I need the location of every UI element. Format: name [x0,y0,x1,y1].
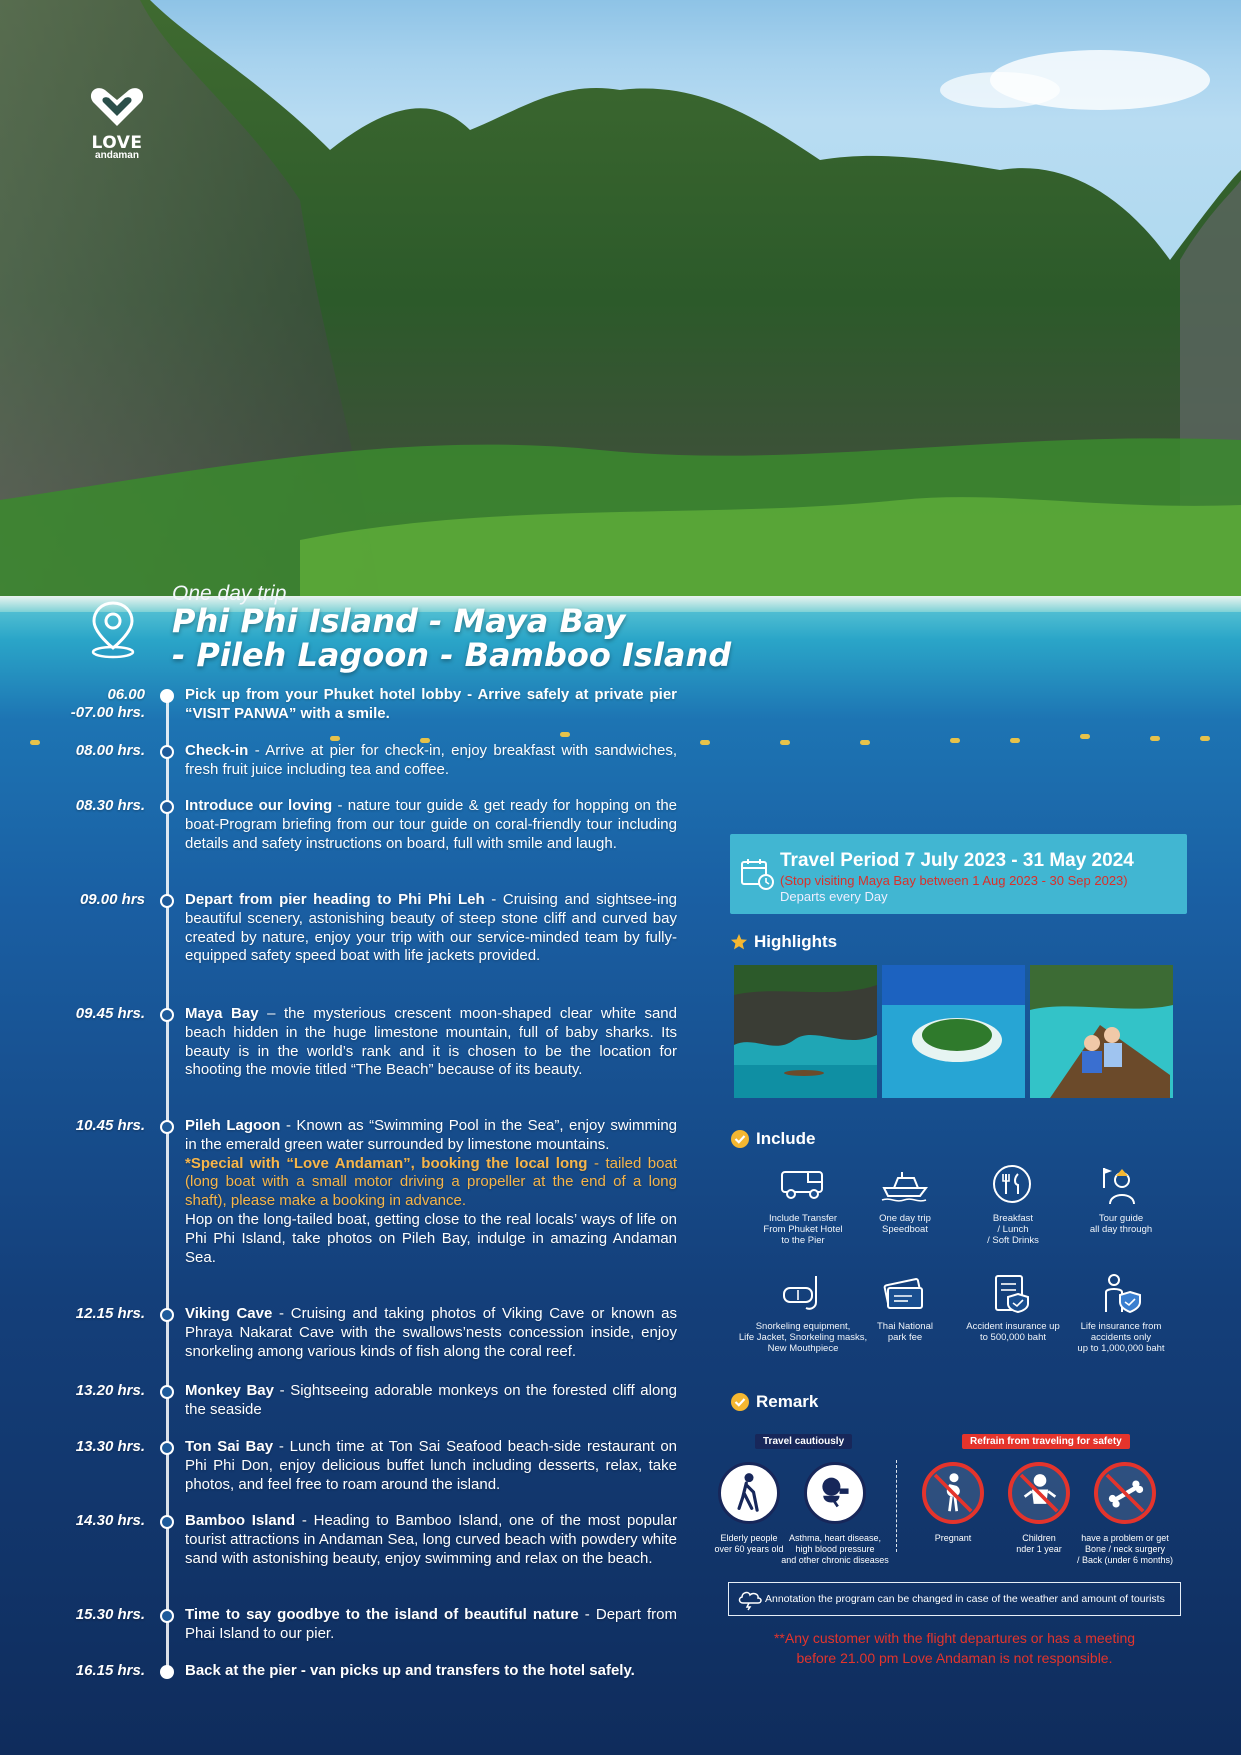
caution-tag: Travel cautiously [755,1434,852,1449]
remark-heading [730,1392,818,1412]
itinerary-title: Maya Bay [185,1005,259,1022]
include-item [1056,1164,1186,1235]
baby-prohibited-icon [1012,1466,1068,1522]
location-pin-icon [88,600,138,660]
inhaler-icon [807,1465,863,1521]
highlight-photo-bamboo-island [882,965,1025,1098]
itinerary-time: 13.20 hrs. [75,1382,145,1399]
itinerary-description [185,686,677,724]
title-line-1: Phi Phi Island - Maya Bay [172,602,626,640]
insurance-document-icon [988,1272,1038,1316]
ticket-icon [880,1272,930,1316]
elderly-person-icon [721,1465,777,1521]
itinerary-title: Depart from pier heading to Phi Phi Leh [185,891,485,908]
itinerary-text: - Heading to Bamboo Island, one of the most popular tourist attractions in Andaman Sea, long curved beach with powdery white sand with astonishing beauty, enjoy swimming and relax on the beach. [185,1512,677,1567]
flight-warning-line-1: **Any customer with the flight departures or has a meeting [773,1630,1136,1646]
brand-logo [82,86,152,161]
remark-label: Remark [756,1392,819,1411]
remark-item-label: Asthma, heart disease, high blood pressure and other chronic diseases [781,1533,889,1565]
itinerary-text: – the mysterious crescent moon-shaped clear white sand beach hidden in the huge limestone mountain, full of baby sharks. Its beauty is in the world’s rank and it is chosen to be the location for shooting the movie titled “The Beach” because of its beauty. [185,1005,677,1079]
timeline-dot [160,1515,174,1529]
heart-logo-icon [89,86,145,128]
itinerary-time: 08.00 hrs. [75,742,145,759]
remark-item-label: Pregnant [934,1533,972,1543]
itinerary-title: Introduce our loving [185,797,333,814]
timeline-dot [160,1609,174,1623]
refrain-tag: Refrain from traveling for safety [962,1434,1130,1449]
special-offer [185,1155,677,1211]
itinerary-description [185,1117,677,1267]
itinerary-text: - Cruising and sightsee-ing beautiful scenery, astonishing beauty of steep stone cliff and curved bay created by nature, enjoy your trip with our service-minded team by fully-equipped safety speed boat with life jackets provided. [185,891,678,965]
fork-knife-icon [988,1164,1038,1208]
special-offer-text: - tailed boat (long boat with a small motor driving a propeller at the end of a long shaft), please make a booking in advance. [185,1154,677,1210]
remark-item-label: have a problem or get Bone / neck surgery / Back (under 6 months) [1076,1533,1174,1565]
itinerary-title: Ton Sai Bay [185,1438,274,1455]
itinerary-time: 08.30 hrs. [75,797,145,814]
itinerary-text: - Depart from Phai Island to our pier. [185,1606,677,1642]
annotation-text: Annotation the program can be changed in case of the weather and amount of tourists [765,1593,1165,1605]
timeline-dot [160,1008,174,1022]
include-label: Include [756,1129,816,1148]
itinerary-description [185,1005,677,1080]
itinerary-title: Time to say goodbye to the island of beautiful nature [185,1606,579,1623]
brand-word: LOVE [91,133,143,153]
include-item-label: Accident insurance up to 500,000 baht [966,1321,1060,1343]
itinerary-time: 09.00 hrs [79,891,145,908]
highlights-label: Highlights [754,932,838,951]
itinerary-description [185,742,677,780]
van-icon [778,1164,828,1208]
travel-period-box [730,834,1187,914]
itinerary-description [185,1662,677,1681]
itinerary-time: 12.15 hrs. [75,1305,145,1322]
remark-item-caution [718,1462,780,1524]
include-item-label: Tour guide all day through [1089,1213,1153,1235]
itinerary-title: Back at the pier - van picks up and transfers to the hotel safely. [185,1662,635,1679]
annotation-note [728,1582,1181,1616]
itinerary-time: 06.00 -07.00 hrs. [70,686,145,721]
trip-kicker: One day trip [172,582,287,605]
pregnant-prohibited-icon [926,1466,982,1522]
highlight-photo-longtail-boat [1030,965,1173,1098]
remark-item-refrain [1008,1462,1070,1524]
include-item-label: Breakfast / Lunch / Soft Drinks [987,1213,1039,1246]
itinerary-description [185,1438,677,1494]
limestone-cliffs-illustration [0,0,1241,620]
speedboat-icon [880,1164,930,1208]
itinerary-text: - Arrive at pier for check-in, enjoy breakfast with sandwiches, fresh fruit juice including tea and coffee. [185,742,677,778]
special-offer-title: *Special with “Love Andaman”, booking the local long [185,1154,588,1172]
calendar-icon [740,858,774,890]
itinerary-time: 10.45 hrs. [75,1117,145,1134]
remark-item-refrain [922,1462,984,1524]
itinerary-description [185,1512,677,1568]
include-item-label: One day trip Speedboat [879,1213,931,1235]
star-icon [730,933,748,951]
itinerary-text: - Lunch time at Ton Sai Seafood beach-side restaurant on Phi Phi Don, enjoy delicious buffet lunch including desserts, relax, take photos, and feel free to roam around the island. [185,1438,677,1493]
timeline-dot [160,1441,174,1455]
timeline-dot [160,745,174,759]
itinerary-title: Bamboo Island [185,1512,296,1529]
travel-period-title: Travel Period 7 July 2023 - 31 May 2024 [780,850,1134,871]
itinerary-title: Pick up from your Phuket hotel lobby - Arrive safely at private pier “VISIT PANWA” with a smile. [185,686,677,722]
flight-warning-line-2: before 21.00 pm Love Andaman is not responsible. [796,1650,1113,1666]
check-circle-icon [730,1129,750,1149]
brand-sub: andaman [95,150,139,161]
itinerary-time: 14.30 hrs. [75,1512,145,1529]
itinerary-description [185,1305,677,1361]
person-shield-icon [1096,1272,1146,1316]
snorkel-mask-icon [778,1272,828,1316]
itinerary-title: Monkey Bay [185,1382,274,1399]
remark-item-label: Elderly people over 60 years old [714,1533,784,1554]
include-item-label: Life insurance from accidents only up to 1,000,000 baht [1077,1321,1165,1354]
itinerary-description [185,1382,677,1420]
itinerary-extra-text: Hop on the long-tailed boat, getting close to the real locals’ ways of life on Phi Phi Island, take photos on Pileh Bay, indulge in amazing Andaman Sea. [185,1210,677,1266]
include-item-label: Snorkeling equipment, Life Jacket, Snorkeling masks, New Mouthpiece [738,1321,868,1354]
itinerary-text: - Known as “Swimming Pool in the Sea”, enjoy swimming in the emerald green water surrounded by limestone mountains. [185,1117,678,1153]
itinerary-description [185,797,677,853]
include-item [1056,1272,1186,1354]
storm-cloud-icon [737,1589,763,1611]
itinerary-title: Pileh Lagoon [185,1117,281,1134]
highlights-heading [730,932,837,952]
itinerary-title: Viking Cave [185,1305,273,1322]
flight-warning [728,1628,1181,1668]
itinerary-description [185,891,677,966]
remark-item-refrain [1094,1462,1156,1524]
timeline-dot [160,1665,174,1679]
itinerary-description [185,1606,677,1644]
page-title [172,604,731,672]
travel-period-stop: (Stop visiting Maya Bay between 1 Aug 2023 - 30 Sep 2023) [780,873,1128,888]
travel-period-departs: Departs every Day [780,889,888,904]
itinerary-title: Check-in [185,742,249,759]
timeline-dot [160,1385,174,1399]
timeline-dot [160,800,174,814]
bone-prohibited-icon [1098,1466,1154,1522]
include-item-label: Thai National park fee [877,1321,933,1343]
itinerary-time: 16.15 hrs. [75,1662,145,1679]
check-circle-icon [730,1392,750,1412]
timeline-dot [160,1308,174,1322]
include-heading [730,1129,816,1149]
tour-guide-icon [1096,1164,1146,1208]
itinerary-time: 13.30 hrs. [75,1438,145,1455]
itinerary-text: - Sightseeing adorable monkeys on the forested cliff along the seaside [185,1382,677,1418]
timeline-dot [160,689,174,703]
itinerary-text: - nature tour guide & get ready for hopping on the boat-Program briefing from our tour guide on coral-friendly tour including details and safety instructions on board, full with smile and laugh. [185,797,677,852]
include-item-label: Include Transfer From Phuket Hotel to the Pier [763,1213,843,1246]
itinerary-time: 09.45 hrs. [75,1005,145,1022]
remark-item-caution [804,1462,866,1524]
highlight-photo-viking-cave [734,965,877,1098]
timeline-dot [160,894,174,908]
title-line-2: - Pileh Lagoon - Bamboo Island [172,636,732,674]
remark-item-label: Children nder 1 year [1016,1533,1062,1554]
timeline-dot [160,1120,174,1134]
itinerary-time: 15.30 hrs. [75,1606,145,1623]
itinerary-text: - Cruising and taking photos of Viking Cave or known as Phraya Nakarat Cave with the swallows’nests concession inside, enjoy snorkeling among various kinds of fish along the coral reef. [185,1305,677,1360]
